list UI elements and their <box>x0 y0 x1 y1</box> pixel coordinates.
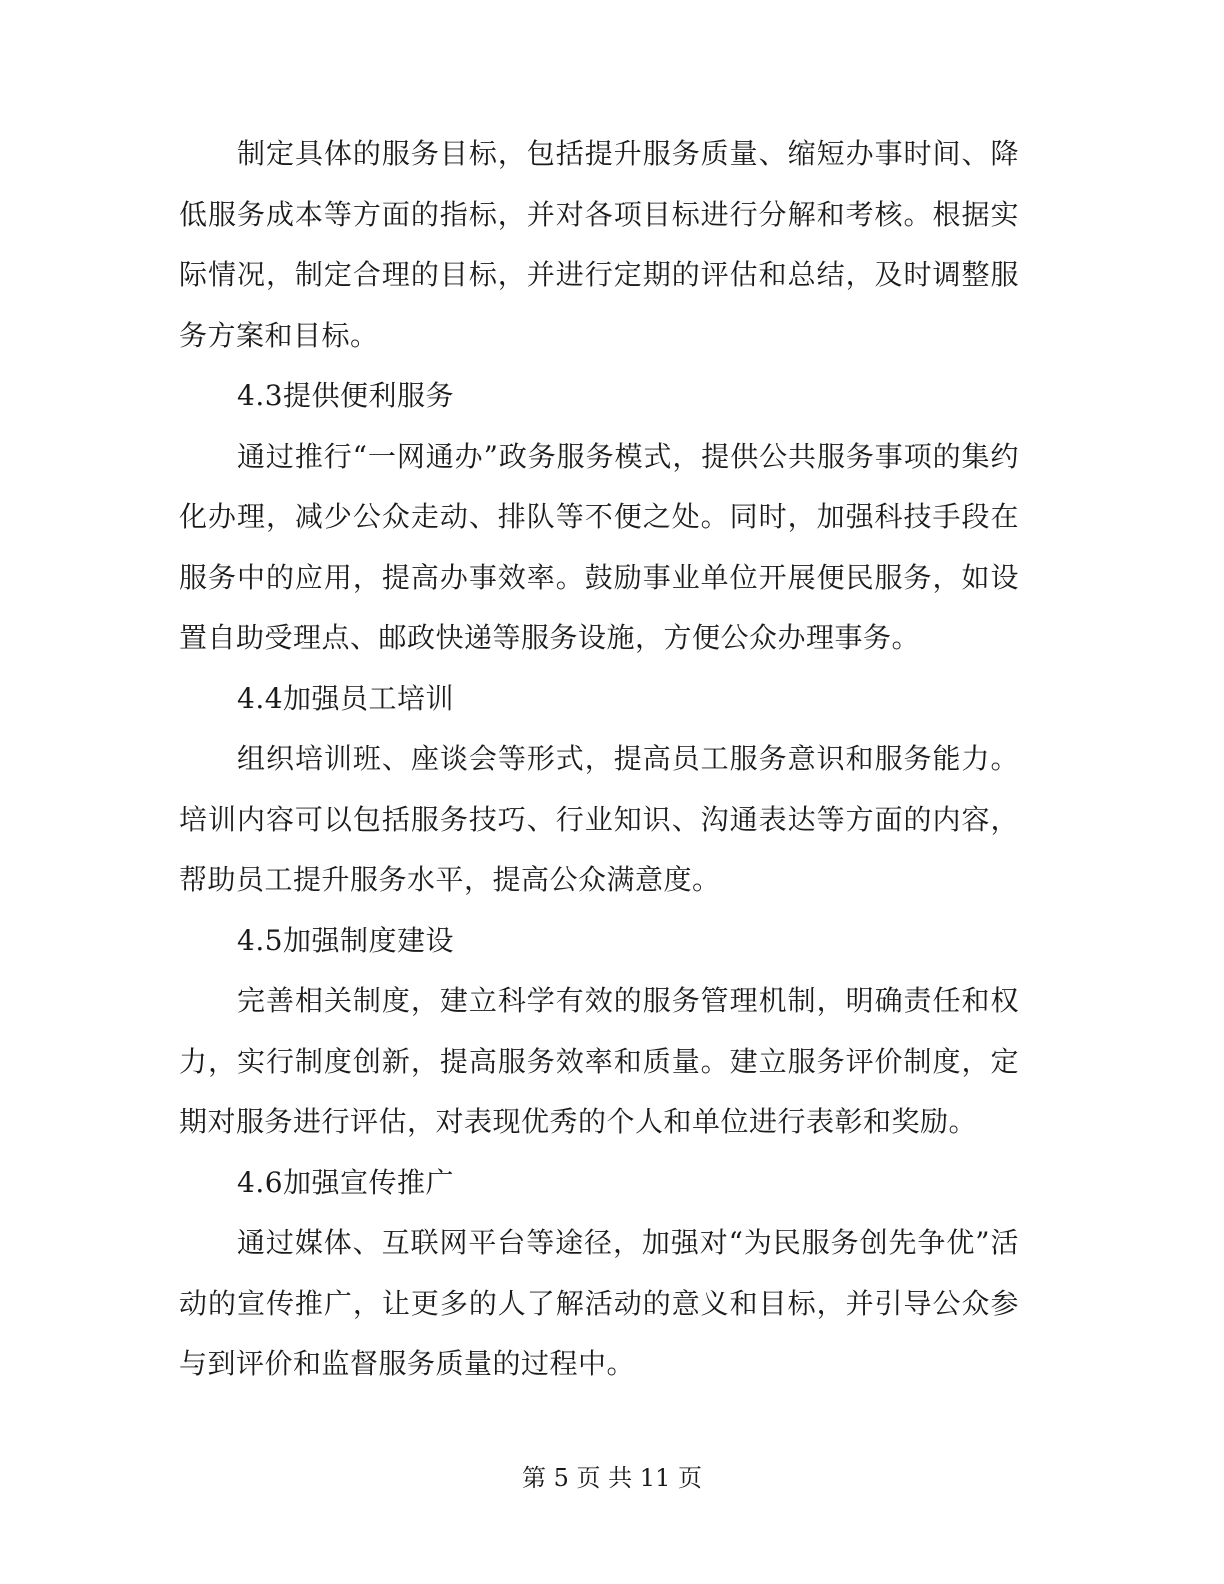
section-heading-4-4: 4.4加强员工培训 <box>237 681 455 715</box>
document-body <box>179 124 1019 1395</box>
paragraph-staff-training: 组织培训班、座谈会等形式，提高员工服务意识和服务能力。培训内容可以包括服务技巧、行业知识、沟通表达等方面的内容，帮助员工提升服务水平，提高公众满意度。 <box>179 742 1019 896</box>
paragraph-system-building: 完善相关制度，建立科学有效的服务管理机制，明确责任和权力，实行制度创新，提高服务效率和质量。建立服务评价制度，定期对服务进行评估，对表现优秀的个人和单位进行表彰和奖励。 <box>179 984 1019 1138</box>
paragraph-promotion: 通过媒体、互联网平台等途径，加强对“为民服务创先争优”活动的宣传推广，让更多的人了解活动的意义和目标，并引导公众参与到评价和监督服务质量的过程中。 <box>179 1226 1019 1380</box>
section-heading-4-5: 4.5加强制度建设 <box>237 923 455 957</box>
paragraph-service-goals: 制定具体的服务目标，包括提升服务质量、缩短办事时间、降低服务成本等方面的指标，并对各项目标进行分解和考核。根据实际情况，制定合理的目标，并进行定期的评估和总结，及时调整服务方案和目标。 <box>179 137 1019 352</box>
section-heading-4-3: 4.3提供便利服务 <box>237 379 455 412</box>
paragraph-convenient-service: 通过推行“一网通办”政务服务模式，提供公共服务事项的集约化办理，减少公众走动、排队等不便之处。同时，加强科技手段在服务中的应用，提高办事效率。鼓励事业单位开展便民服务，如设置自助受理点、邮政快递等服务设施，方便公众办理事务。 <box>179 439 1019 654</box>
section-heading-4-6: 4.6加强宣传推广 <box>237 1165 455 1199</box>
page-number-footer: 第 5 页 共 11 页 <box>522 1464 702 1492</box>
